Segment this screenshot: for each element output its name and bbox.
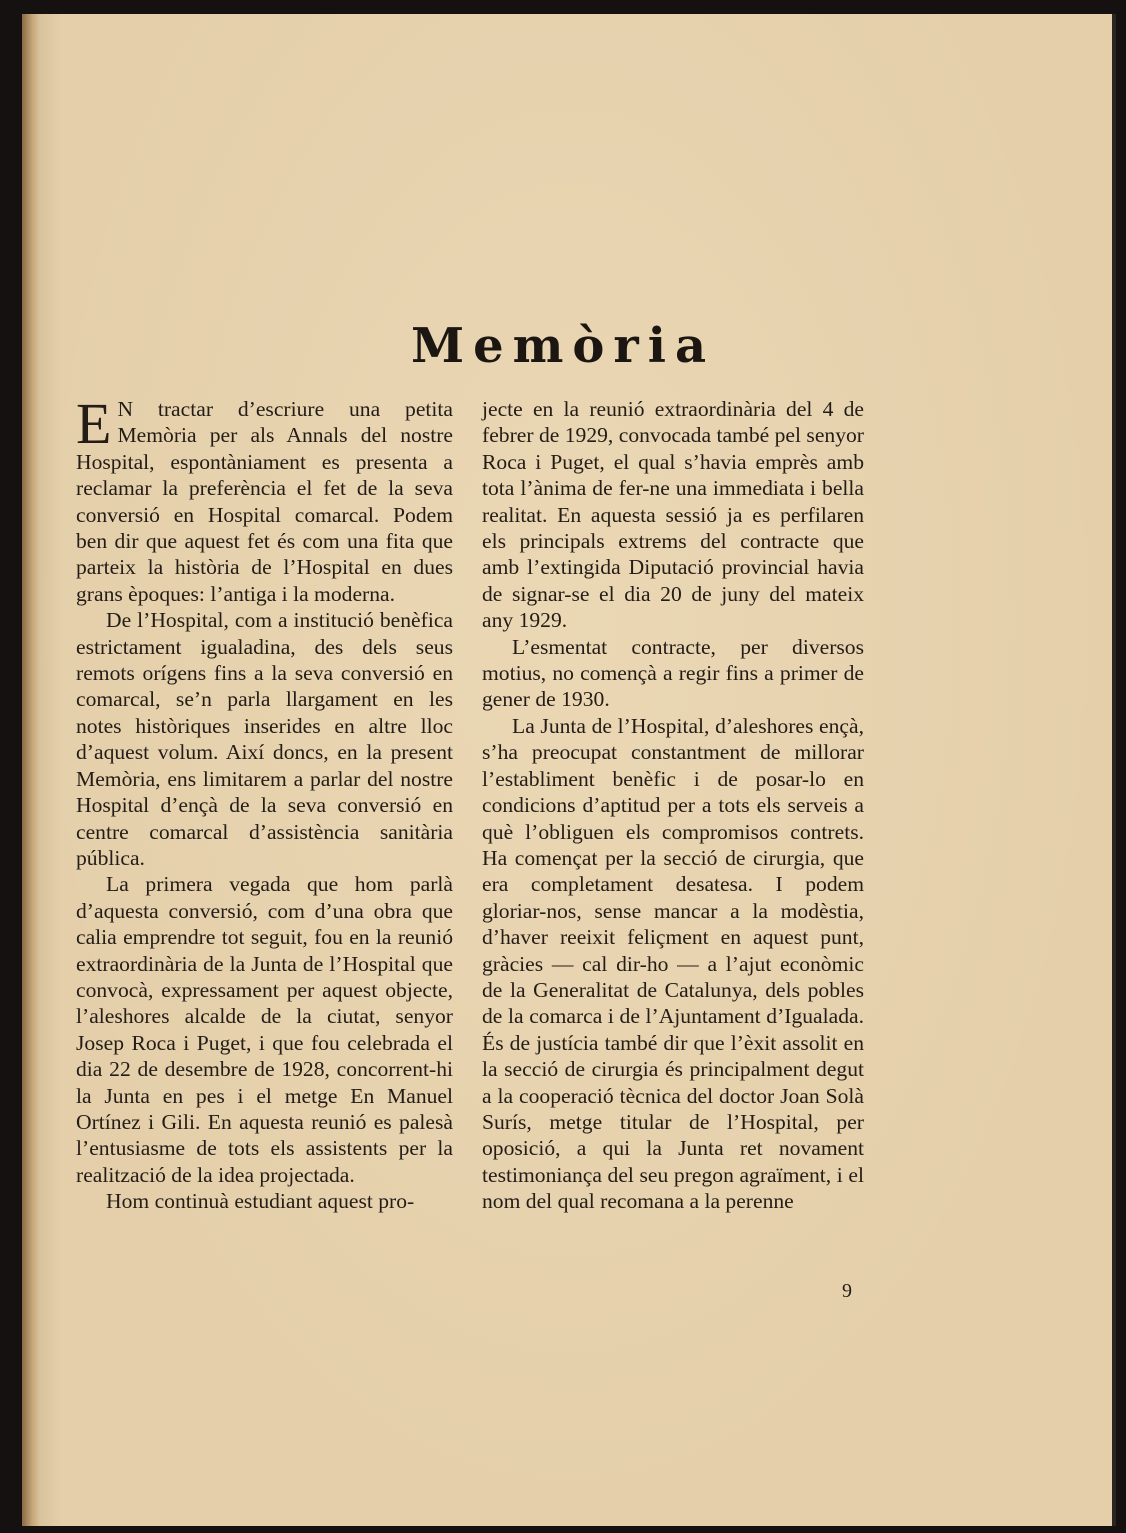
- left-column: [76, 391, 453, 1215]
- paragraph: L’esmentat contracte, per diversos motius, no començà a regir fins a primer de gener de 1930.: [482, 634, 864, 712]
- paragraph: De l’Hospital, com a institució benèfica estrictament igualadina, des dels seus remots orígens fins a la seva conversió en comarcal, se’n parla llargament en les notes històriques inserides en altre lloc d’aquest volum. Així doncs, en la present Memòria, ens limitarem a parlar del nostre Hospital d’ençà de la seva conversió en centre comarcal d’assistència sanitària pública.: [76, 608, 453, 870]
- paragraph: [76, 391, 453, 607]
- page-binding-shadow: [22, 14, 40, 1526]
- page-title: Memòria: [410, 318, 716, 374]
- page-number: 9: [842, 1280, 852, 1302]
- paragraph: La Junta de l’Hospital, d’aleshores ençà, s’ha preocupat constantment de millorar l’establiment benèfic i de posar-lo en condicions d’aptitud per a tots els serveis a què l’obliguen els compromisos contrets. Ha començat per la secció de cirurgia, que era completament desatesa. I podem gloriar-nos, sense mancar a la modèstia, d’haver reeixit feliçment en aquest punt, gràcies — cal dir-ho — a l’ajut econòmic de la Generalitat de Catalunya, dels pobles de la comarca i de l’Ajuntament d’Igualada. És de justícia també dir que l’èxit assolit en la secció de cirurgia és principalment degut a la cooperació tècnica del doctor Joan Solà Surís, metge titular de l’Hospital, per oposició, a qui la Junta ret novament testimoniança del seu pregon agraïment, i el nom del qual recomana a la perenne: [482, 713, 864, 1214]
- paragraph: Hom continuà estudiant aquest pro-: [106, 1189, 415, 1214]
- page-edge: [1112, 14, 1116, 1526]
- drop-cap: E: [76, 391, 112, 456]
- paragraph: jecte en la reunió extraordinària del 4 de febrer de 1929, convocada també pel senyor Roca i Puget, el qual s’havia emprès amb tota l’ànima de fer-ne una immediata i bella realitat. En aquesta sessió ja es perfilaren els principals extrems del contracte que amb l’extingida Diputació provincial havia de signar-se el dia 20 de juny del mateix any 1929.: [482, 397, 864, 633]
- paragraph: La primera vegada que hom parlà d’aquesta conversió, com d’una obra que calia emprendre tot seguit, fou en la reunió extraordinària de la Junta de l’Hospital que convocà, expressament per aquest objecte, l’aleshores alcalde de la ciutat, senyor Josep Roca i Puget, i que fou celebrada el dia 22 de desembre de 1928, concorrent-hi la Junta en pes i el metge En Manuel Ortínez i Gili. En aquesta reunió es palesà l’entusiasme de tots els assistents per la realització de la idea projectada.: [76, 872, 453, 1187]
- right-column: [482, 396, 864, 1215]
- paragraph-text: N tractar d’escriure una petita Memòria per als Annals del nostre Hospital, espontàniament es presenta a reclamar la preferència el fet de la seva conversió en Hospital comarcal. Podem ben dir que aquest fet és com una fita que parteix la història de l’Hospital en dues grans èpoques: l’antiga i la moderna.: [76, 397, 453, 606]
